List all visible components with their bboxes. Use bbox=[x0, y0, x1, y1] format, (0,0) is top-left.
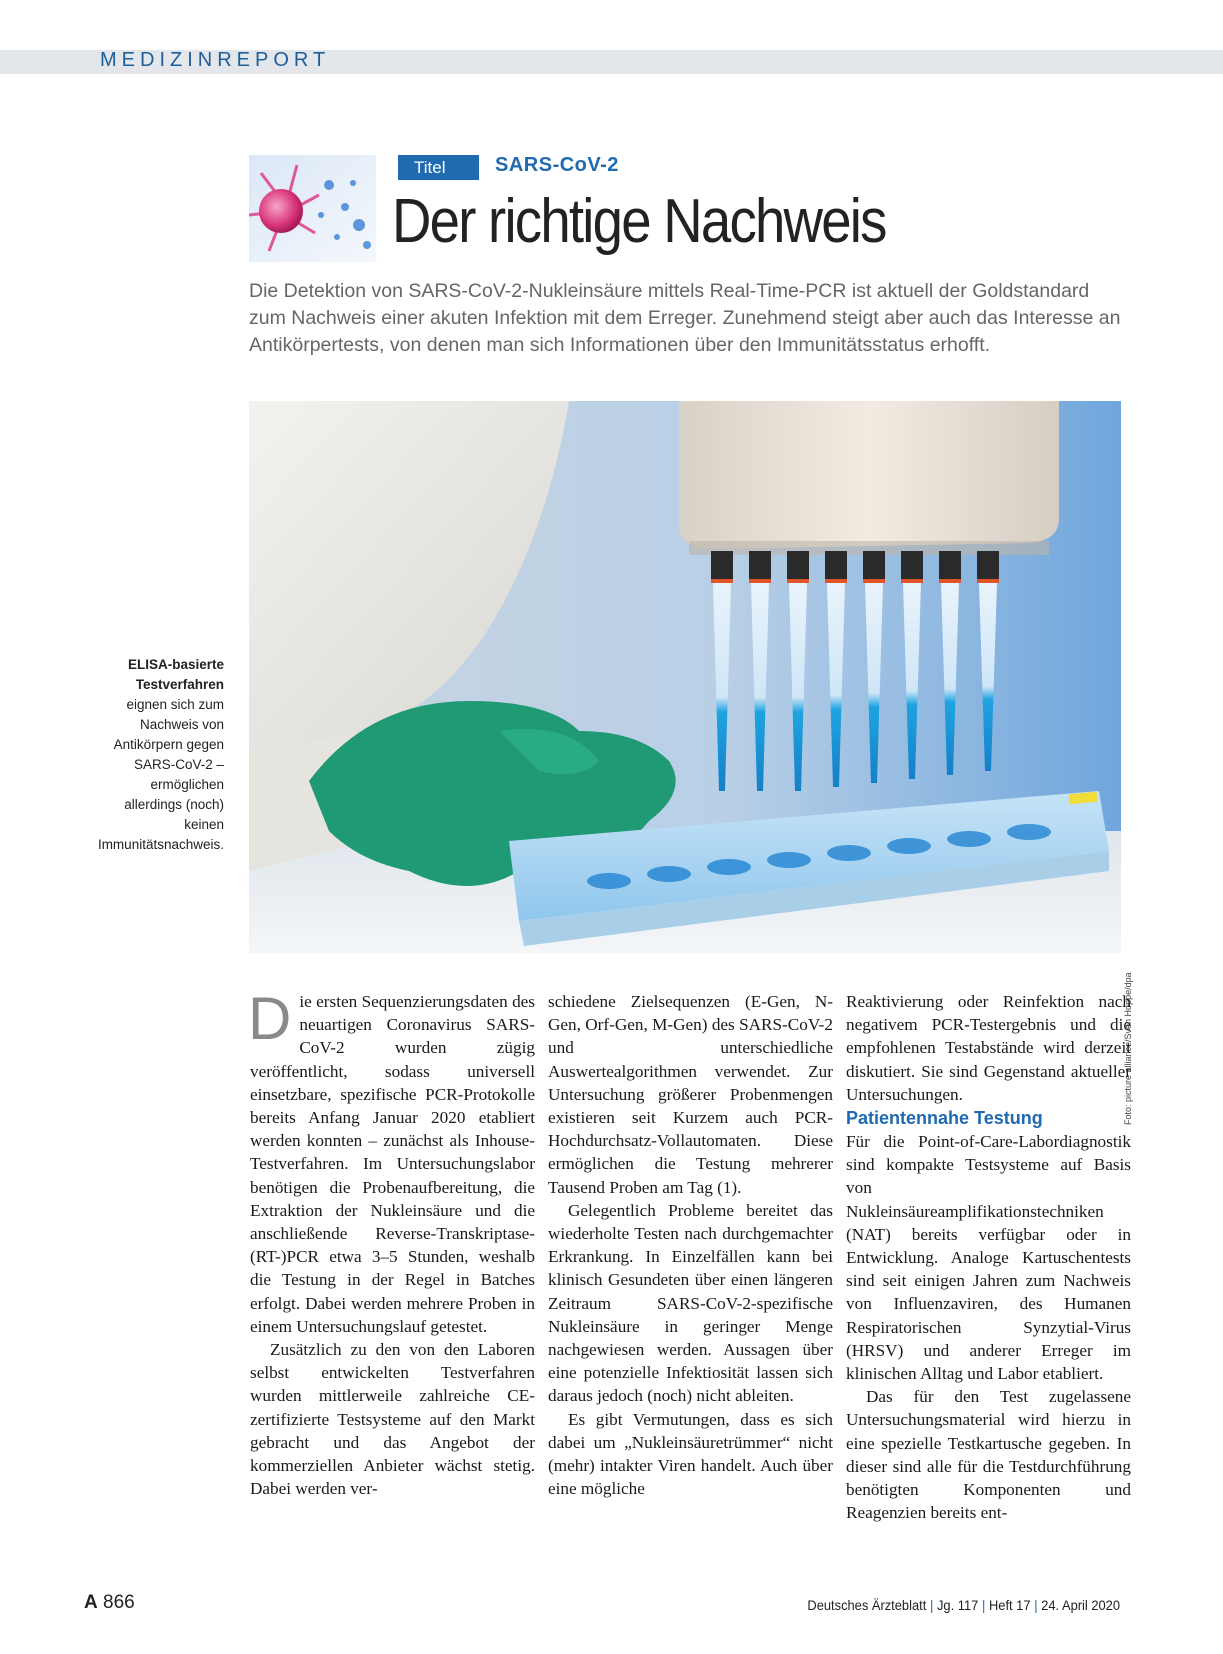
lab-pipette-photo bbox=[249, 401, 1121, 953]
journal-name: Deutsches Ärzteblatt bbox=[807, 1597, 927, 1613]
page-number bbox=[84, 1592, 135, 1614]
photo-caption bbox=[96, 655, 224, 855]
page-prefix: A bbox=[84, 1592, 98, 1613]
drop-cap: D bbox=[248, 985, 292, 1052]
page-number-value: 866 bbox=[103, 1592, 135, 1613]
col2-paragraph-3: Es gibt Vermutungen, dass es sich dabei um „Nukleinsäuretrümmer“ nicht (mehr) intakter Viren handelt. Auch über eine mögliche bbox=[548, 1409, 833, 1499]
subheading: Patientennahe Testung bbox=[846, 1108, 1043, 1129]
photo-credit-text: Foto: picture alliance/Sven Hoppe/dpa bbox=[1123, 972, 1133, 1125]
body-column-1 bbox=[248, 985, 535, 1500]
section-label: MEDIZINREPORT bbox=[100, 49, 331, 71]
date: 24. April 2020 bbox=[1041, 1597, 1120, 1613]
headline: Der richtige Nachweis bbox=[392, 187, 886, 256]
col3-paragraph-3: Das für den Test zugelassene Untersuchungsmaterial wird hierzu in eine spezielle Testkartusche gegeben. In dieser sind alle für die Testdurchführung benötigten Komponenten und Reagenzien bereits ent- bbox=[846, 1387, 1131, 1523]
body-column-2 bbox=[548, 990, 833, 1500]
caption-bold: ELISA-basierte Testverfahren bbox=[127, 657, 224, 692]
volume: Jg. 117 bbox=[936, 1597, 979, 1613]
caption-text: eignen sich zum Nachweis von Antikörpern gegen SARS-CoV-2 – ermöglichen allerdings (noch) keinen Immunitätsnachweis. bbox=[97, 697, 224, 852]
issue: Heft 17 bbox=[988, 1597, 1031, 1613]
footer-publication: Deutsches Ärzteblatt | Jg. 117 | Heft 17 | 24. April 2020 bbox=[807, 1597, 1120, 1613]
kicker: SARS-CoV-2 bbox=[495, 154, 619, 176]
col1-paragraph-1: ie ersten Sequenzierungsdaten des neuartigen Coronavirus SARS-CoV-2 wurden zügig veröffentlicht, sodass universell einsetzbare, spezifische PCR-Protokolle bereits Anfang Januar 2020 etabliert werden konnten – zunächst als Inhouse-Testverfahren. Im Untersuchungslabor benötigen die Probenaufbereitung, die Extraktion der Nukleinsäure und die anschließende Reverse-Transkriptase-(RT-)PCR etwa 3–5 Stunden, weshalb die Testung in der Regel in Batches erfolgt. Dabei werden mehrere Proben in einem Untersuchungslauf getestet. bbox=[250, 992, 535, 1336]
col3-paragraph-1: Reaktivierung oder Reinfektion nach negativem PCR-Testergebnis und die empfohlenen Testabstände wird derzeit diskutiert. Sie sind Gegenstand aktueller Untersuchungen. bbox=[846, 992, 1131, 1104]
section-tag: Titel bbox=[398, 155, 479, 180]
col3-paragraph-2: Für die Point-of-Care-Labordiagnostik sind kompakte Testsysteme auf Basis von Nukleinsäureamplifikationstechniken (NAT) bereits verfügbar oder in Entwicklung. Analoge Kartuschentests sind seit einigen Jahren zum Nachweis von Influenzaviren, des Humanen Respiratorischen Synzytial-Virus (HRSV) und anderer Erreger im klinischen Alltag und Labor etabliert. bbox=[846, 1132, 1131, 1384]
col2-paragraph-1: schiedene Zielsequenzen (E-Gen, N-Gen, Orf-Gen, M-Gen) des SARS-CoV-2 und unterschiedliche Auswertealgorithmen verwendet. Zur Untersuchung größerer Probenmengen existieren seit Kurzem auch PCR-Hochdurchsatz-Vollautomaten. Diese ermöglichen die Testung mehrerer Tausend Proben am Tag (1). bbox=[548, 992, 833, 1197]
col1-paragraph-2: Zusätzlich zu den von den Laboren selbst entwickelten Testverfahren wurden mittlerweile zahlreiche CE-zertifizierte Testsysteme auf den Markt gebracht und das Angebot der kommerziellen Anbieter wächst stetig. Dabei werden ver- bbox=[250, 1340, 535, 1499]
lead-paragraph: Die Detektion von SARS-CoV-2-Nukleinsäure mittels Real-Time-PCR ist aktuell der Goldstandard zum Nachweis einer akuten Infektion mit dem Erreger. Zunehmend steigt aber auch das Interesse an Antikörpertests, von denen man sich Informationen über den Immunitätsstatus erhofft. bbox=[249, 280, 1121, 356]
body-column-3 bbox=[846, 990, 1131, 1524]
col2-paragraph-2: Gelegentlich Probleme bereitet das wiederholte Testen nach durchgemachter Erkrankung. In Einzelfällen kann bei klinisch Gesundeten über einen längeren Zeitraum SARS-CoV-2-spezifische Nukleinsäure in geringer Menge nachgewiesen werden. Aussagen über eine potenzielle Infektiosität lassen sich daraus jedoch (noch) nicht ableiten. bbox=[548, 1200, 833, 1406]
virus-thumbnail-image bbox=[249, 155, 376, 262]
